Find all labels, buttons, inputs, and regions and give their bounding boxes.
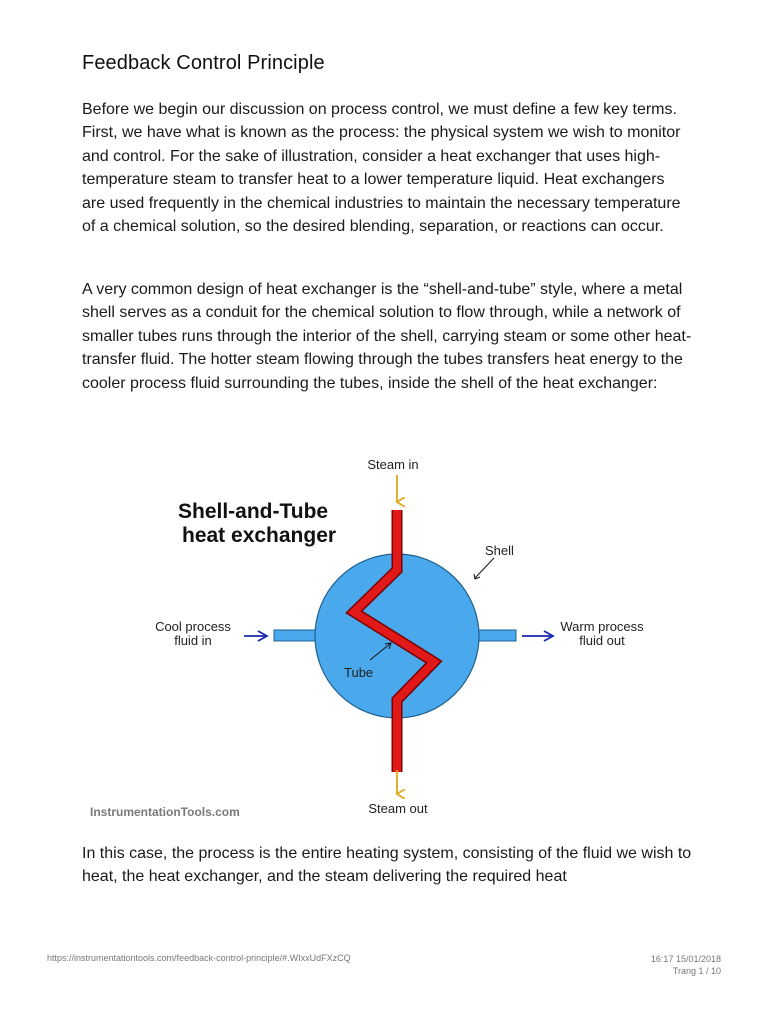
shell-label: Shell — [485, 543, 514, 558]
watermark-text: InstrumentationTools.com — [90, 805, 240, 819]
diagram-title-line1: Shell-and-Tube — [178, 500, 329, 523]
paragraph-intro: Before we begin our discussion on process control, we must define a few key terms. First, we have what is known as the process: the physical system we wish to monitor and control. For the sake of illustration, consider a heat exchanger that uses high-temperature steam to transfer heat to a lower temperature liquid. Heat exchangers are used frequently in the chemical industries to maintain the necessary temperature of a chemical solution, so the desired blending, separation, or reactions can occur. — [82, 101, 681, 236]
diagram-title-line2: heat exchanger — [182, 524, 337, 547]
cool-in-label-line2: fluid in — [174, 633, 212, 648]
page-title: Feedback Control Principle — [82, 52, 325, 74]
steam-out-label: Steam out — [368, 801, 428, 816]
paragraph-shell-and-tube: A very common design of heat exchanger is the “shell-and-tube” style, where a metal shell serves as a conduit for the chemical solution to flow through, while a network of smaller tubes runs through the interior of the shell, carrying steam or some other heat-transfer fluid. The hotter steam flowing through the tubes transfers heat energy to the cooler process fluid surrounding the tubes, inside the shell of the heat exchanger: — [82, 281, 692, 392]
footer-url: https://instrumentationtools.com/feedback-control-principle/#.WIxxUdFXzCQ — [47, 953, 351, 963]
fluid-out-arrow — [522, 631, 553, 641]
footer-datetime: 16:17 15/01/2018 — [650, 954, 721, 964]
heat-exchanger-diagram — [82, 450, 682, 830]
shell-pointer-arrow — [474, 558, 494, 579]
paragraph-process: In this case, the process is the entire heating system, consisting of the fluid we wish to heat, the heat exchanger, and the steam delivering the required heat — [82, 845, 692, 886]
fluid-in-arrow — [244, 631, 267, 641]
footer-page-number: Trang 1 / 10 — [672, 966, 721, 976]
warm-out-label-line2: fluid out — [579, 633, 625, 648]
warm-out-label-line1: Warm process — [560, 619, 644, 634]
tube-label: Tube — [344, 665, 374, 680]
steam-in-label: Steam in — [367, 457, 419, 472]
cool-in-label-line1: Cool process — [155, 619, 231, 634]
footer-meta — [651, 953, 721, 977]
inlet-pipe — [274, 630, 320, 641]
outlet-pipe — [478, 630, 516, 641]
